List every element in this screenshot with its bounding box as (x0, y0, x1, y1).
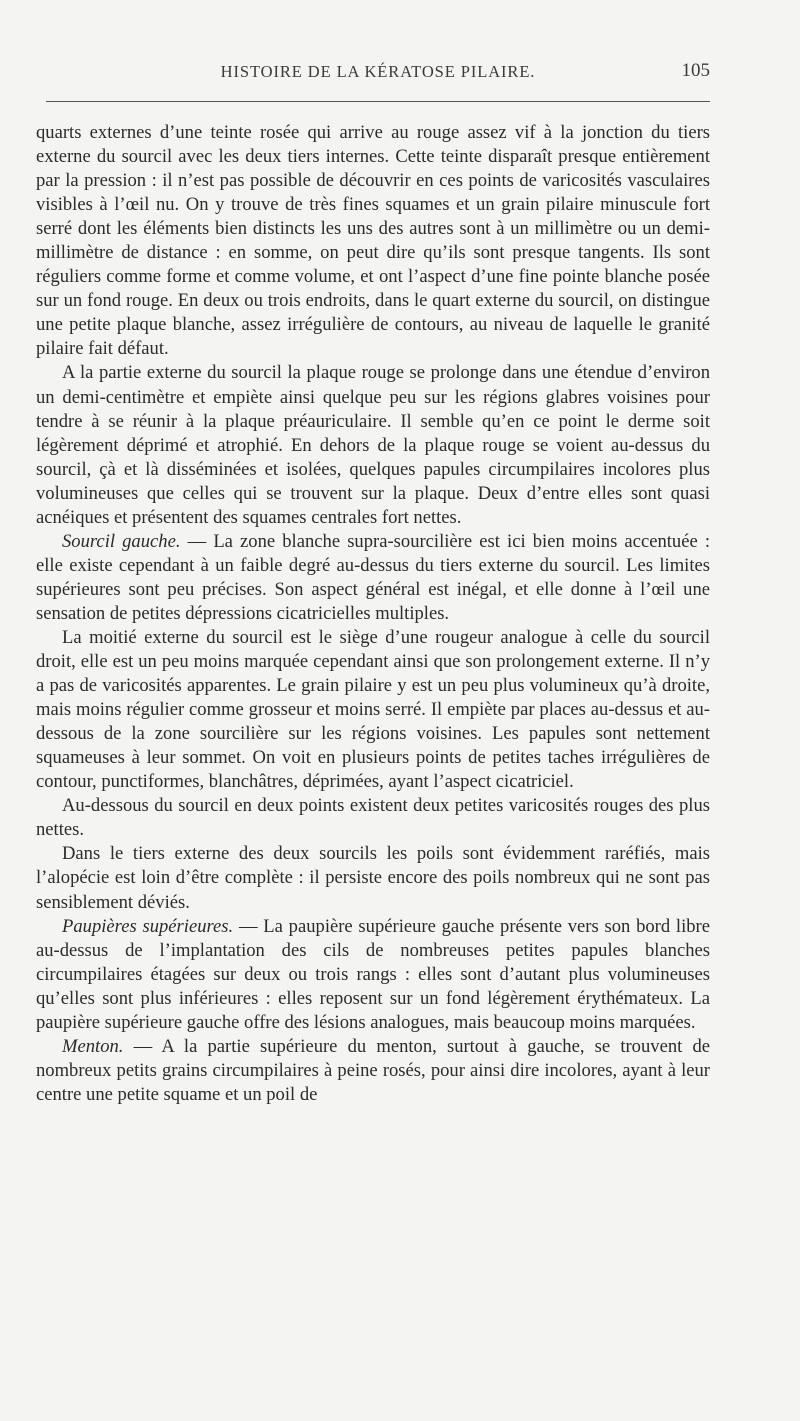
paragraph (36, 361, 710, 529)
paragraph (36, 121, 710, 361)
paragraph-text: La moitié externe du sourcil est le siège d’une rougeur analogue à celle du sourcil droit, elle est un peu moins marquée cependant ainsi que son prolongement externe. Il n’y a pas de varicosités apparentes. Le grain pilaire y est un peu plus volumineux qu’à droite, mais moins régulier comme grosseur et moins serré. Il empiète par places au-dessus et au-dessous de la zone sourcilière sur les régions voisines. Les papules sont nettement squameuses à leur sommet. On voit en plusieurs points de petites taches irrégulières de contour, punctiformes, blanchâtres, déprimées, ayant l’aspect cicatriciel. (36, 626, 710, 793)
section-lead: Sourcil gauche. (62, 530, 181, 552)
paragraph-text: — La zone blanche supra-sourcilière est ici bien moins accentuée : elle existe cependant à un faible degré au-dessus du tiers externe du sourcil. Les limites supérieures sont peu précises. Son aspect général est inégal, et elle donne à l’œil une sensation de petites dépressions cicatricielles multiples. (36, 530, 710, 624)
paragraph (36, 842, 710, 914)
paragraph-text: Au-dessous du sourcil en deux points existent deux petites varicosités rouges des plus nettes. (36, 795, 710, 841)
page-header (46, 60, 710, 88)
body-text (36, 121, 710, 1107)
section-lead: Menton. (62, 1035, 124, 1057)
paragraph-text: A la partie externe du sourcil la plaque rouge se prolonge dans une étendue d’environ un demi-centimètre et empiète ainsi quelque peu sur les régions glabres voisines pour tendre à se réunir à la plaque préauriculaire. Il semble qu’en ce point le derme soit légèrement déprimé et atrophié. En dehors de la plaque rouge se voient au-dessus du sourcil, çà et là disséminées et isolées, quelques papules circumpilaires incolores plus volumineuses que celles qui se trouvent sur la plaque. Deux d’entre elles sont quasi acnéiques et présentent des squames centrales fort nettes. (36, 362, 710, 528)
paragraph-text: Dans le tiers externe des deux sourcils les poils sont évidemment raréfiés, mais l’alopécie est loin d’être complète : il persiste encore des poils nombreux qui ne sont pas sensiblement déviés. (36, 843, 710, 913)
paragraph (36, 915, 710, 1035)
running-title: HISTOIRE DE LA KÉRATOSE PILAIRE. (220, 62, 536, 81)
paragraph (36, 530, 710, 626)
paragraph (36, 626, 710, 794)
paragraph-text: quarts externes d’une teinte rosée qui arrive au rouge assez vif à la jonction du tiers externe du sourcil avec les deux tiers internes. Cette teinte disparaît presque entièrement par la pression : il n’est pas possible de découvrir en ces points de varicosités vasculaires visibles à l’œil nu. On y trouve de très fines squames et un grain pilaire minuscule fort serré dont les éléments bien distincts les uns des autres sont à un millimètre ou un demi-millimètre de distance : en somme, on peut dire qu’ils sont presque tangents. Ils sont réguliers comme forme et comme volume, et ont l’aspect d’une fine pointe blanche posée sur un fond rouge. En deux ou trois endroits, dans le quart externe du sourcil, on distingue une petite plaque blanche, assez irrégulière de contours, au niveau de laquelle le granité pilaire fait défaut. (36, 122, 710, 360)
paragraph (36, 794, 710, 842)
paragraph-text: — A la partie supérieure du menton, surtout à gauche, se trouvent de nombreux petits grains circumpilaires à peine rosés, pour ainsi dire incolores, ayant à leur centre une petite squame et un poil de (36, 1035, 710, 1105)
paragraph-text: — La paupière supérieure gauche présente vers son bord libre au-dessus de l’implantation des cils de nombreuses petites papules blanches circumpilaires étagées sur deux ou trois rangs : elles sont d’autant plus volumineuses qu’elles sont plus inférieures : elles reposent sur un fond légèrement érythémateux. La paupière supérieure gauche offre des lésions analogues, mais beaucoup moins marquées. (36, 915, 710, 1033)
page-number: 105 (681, 60, 710, 81)
header-rule (46, 101, 710, 102)
paragraph (36, 1035, 710, 1107)
section-lead: Paupières supérieures. (62, 915, 234, 937)
